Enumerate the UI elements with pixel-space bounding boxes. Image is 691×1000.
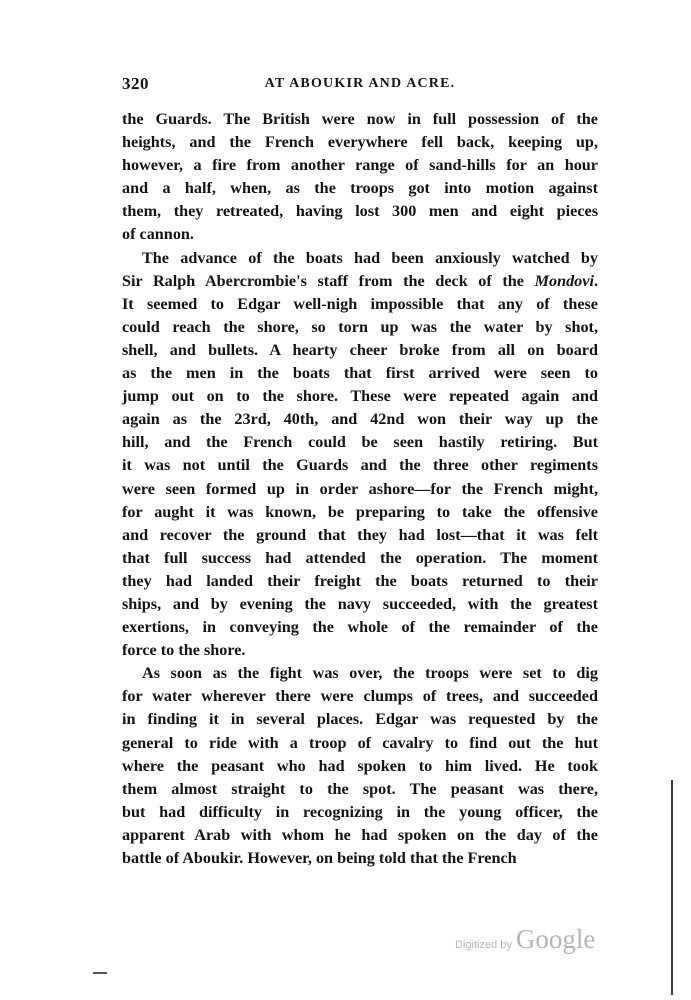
running-head: AT ABOUKIR AND ACRE. bbox=[264, 76, 456, 91]
text-line: and recover the ground that they had lost—that it was felt bbox=[122, 525, 598, 544]
text-line: as the men in the boats that first arrived were seen to bbox=[122, 364, 598, 383]
page-number: 320 bbox=[122, 74, 149, 93]
text-line: but had difficulty in recognizing in the young officer, the bbox=[122, 802, 598, 821]
watermark-prefix: Digitized by bbox=[455, 939, 512, 951]
text-line: them, they retreated, having lost 300 men and eight pieces bbox=[122, 202, 598, 221]
text-line: them almost straight to the spot. The peasant was there, bbox=[122, 779, 598, 798]
page-header bbox=[122, 74, 598, 98]
text-line: that full success had attended the operation. The moment bbox=[122, 548, 598, 567]
text-line: jump out on to the shore. These were repeated again and bbox=[122, 387, 598, 406]
text-line: of cannon. bbox=[122, 225, 194, 244]
text-line: again as the 23rd, 40th, and 42nd won their way up the bbox=[122, 410, 598, 429]
text-line: hill, and the French could be seen hastily retiring. But bbox=[122, 433, 598, 452]
text-line: and a half, when, as the troops got into motion against bbox=[122, 179, 598, 198]
text-line: It seemed to Edgar well-nigh impossible that any of these bbox=[122, 294, 598, 313]
text-line: they had landed their freight the boats returned to their bbox=[122, 571, 598, 590]
text-line: As soon as the fight was over, the troops were set to dig bbox=[142, 664, 598, 683]
digitized-by-google-watermark bbox=[455, 924, 595, 955]
text-line: heights, and the French everywhere fell back, keeping up, bbox=[122, 133, 598, 152]
text-line: battle of Aboukir. However, on being told that the French bbox=[122, 849, 517, 867]
text-line: general to ride with a troop of cavalry to find out the hut bbox=[122, 733, 598, 752]
google-logo: Google bbox=[515, 924, 596, 954]
text-line: ships, and by evening the navy succeeded, with the greatest bbox=[122, 594, 598, 613]
text-line: for water wherever there were clumps of trees, and succeeded bbox=[122, 687, 598, 706]
text-line: were seen formed up in order ashore—for the French might, bbox=[122, 479, 598, 498]
text-line: apparent Arab with whom he had spoken on the day of the bbox=[122, 825, 598, 844]
text-line: force to the shore. bbox=[122, 641, 246, 660]
text-line: exertions, in conveying the whole of the remainder of the bbox=[122, 618, 598, 637]
ship-name: Mondovi bbox=[534, 271, 594, 290]
text-line: where the peasant who had spoken to him lived. He took bbox=[122, 756, 598, 775]
scan-mark bbox=[93, 972, 107, 974]
text-line: however, a fire from another range of sand-hills for an hour bbox=[122, 156, 598, 175]
text-line: in finding it in several places. Edgar was requested by the bbox=[122, 710, 598, 729]
page-edge-line bbox=[671, 780, 673, 995]
text-line: it was not until the Guards and the three other regiments bbox=[122, 456, 598, 475]
text-line: shell, and bullets. A hearty cheer broke from all on board bbox=[122, 340, 598, 359]
text-line: could reach the shore, so torn up was the water by shot, bbox=[122, 317, 598, 336]
text-line: the Guards. The British were now in full possession of the bbox=[122, 110, 598, 128]
text-line: The advance of the boats had been anxiously watched by bbox=[142, 248, 598, 267]
text-line: Sir Ralph Abercrombie's staff from the deck of the Mondovi. bbox=[122, 271, 598, 290]
text-line: for aught it was known, be preparing to take the offensive bbox=[122, 502, 598, 521]
body-text bbox=[122, 108, 598, 870]
